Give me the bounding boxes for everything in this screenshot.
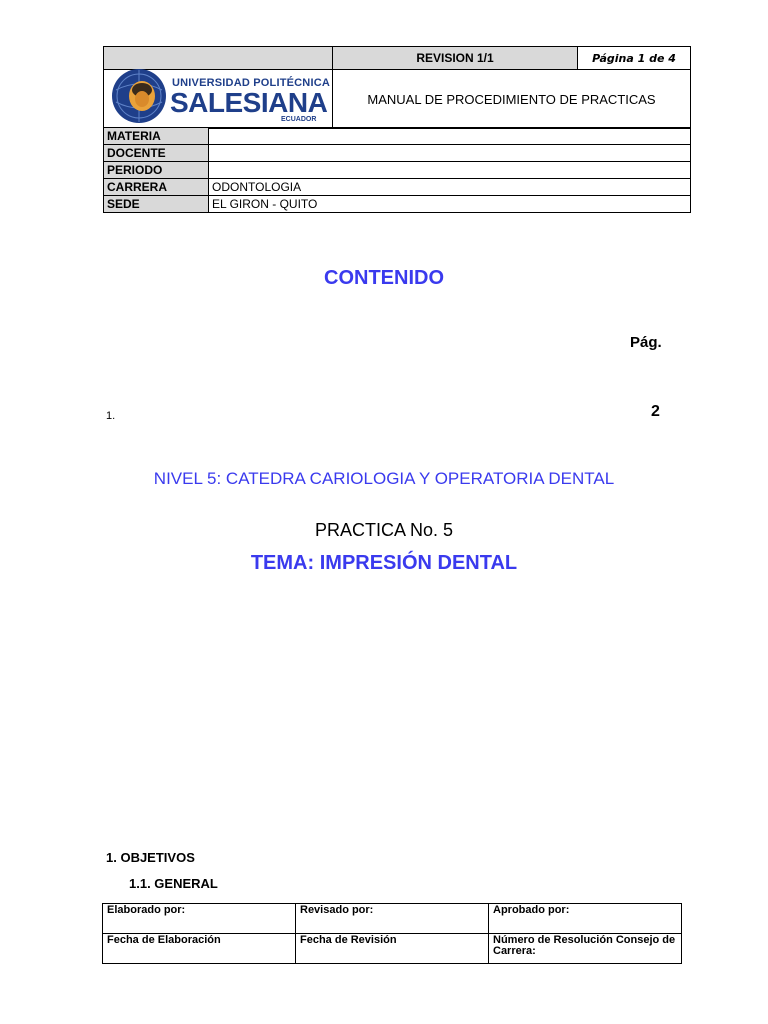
info-row-materia (104, 128, 691, 145)
resolucion-cell: Número de Resolución Consejo de Carrera: (489, 934, 682, 964)
fecha-revision-cell: Fecha de Revisión (296, 934, 489, 964)
logo-text-ecuador: ECUADOR (281, 116, 317, 123)
course-info-table (103, 127, 691, 213)
info-row-docente (104, 145, 691, 162)
info-label: CARRERA (104, 179, 209, 196)
approval-table (102, 903, 682, 964)
info-label: MATERIA (104, 128, 209, 145)
toc-item-page: 2 (651, 403, 660, 420)
info-label: DOCENTE (104, 145, 209, 162)
logo-text-university: UNIVERSIDAD POLITÉCNICA (172, 77, 330, 89)
fecha-elaboracion-cell: Fecha de Elaboración (103, 934, 296, 964)
toc-item-number: 1. (106, 410, 116, 422)
header-logo-cell-top (104, 47, 333, 70)
info-value (209, 145, 691, 162)
nivel-heading: NIVEL 5: CATEDRA CARIOLOGIA Y OPERATORIA DENTAL (153, 469, 615, 488)
practica-heading: PRACTICA No. 5 (314, 520, 454, 540)
info-label: SEDE (104, 196, 209, 213)
info-value (209, 162, 691, 179)
info-value (209, 128, 691, 145)
manual-title-cell: MANUAL DE PROCEDIMIENTO DE PRACTICAS (333, 70, 691, 129)
info-value: ODONTOLOGIA (209, 179, 691, 196)
tema-heading: TEMA: IMPRESIÓN DENTAL (250, 552, 518, 574)
info-row-carrera (104, 179, 691, 196)
page-number-cell: Página 1 de 4 (578, 47, 691, 70)
section-objetivos: 1. OBJETIVOS (106, 850, 195, 865)
info-row-sede (104, 196, 691, 213)
info-row-periodo (104, 162, 691, 179)
logo-text-salesiana: SALESIANA (170, 87, 328, 118)
info-value: EL GIRON - QUITO (209, 196, 691, 213)
info-label: PERIODO (104, 162, 209, 179)
aprobado-cell: Aprobado por: (489, 904, 682, 934)
university-logo-emblem (110, 68, 168, 124)
revision-cell: REVISION 1/1 (333, 47, 578, 70)
elaborado-cell: Elaborado por: (103, 904, 296, 934)
section-general: 1.1. GENERAL (129, 876, 218, 891)
contents-page-label: Pág. (630, 334, 662, 351)
revisado-cell: Revisado por: (296, 904, 489, 934)
contents-title: CONTENIDO (324, 267, 444, 289)
